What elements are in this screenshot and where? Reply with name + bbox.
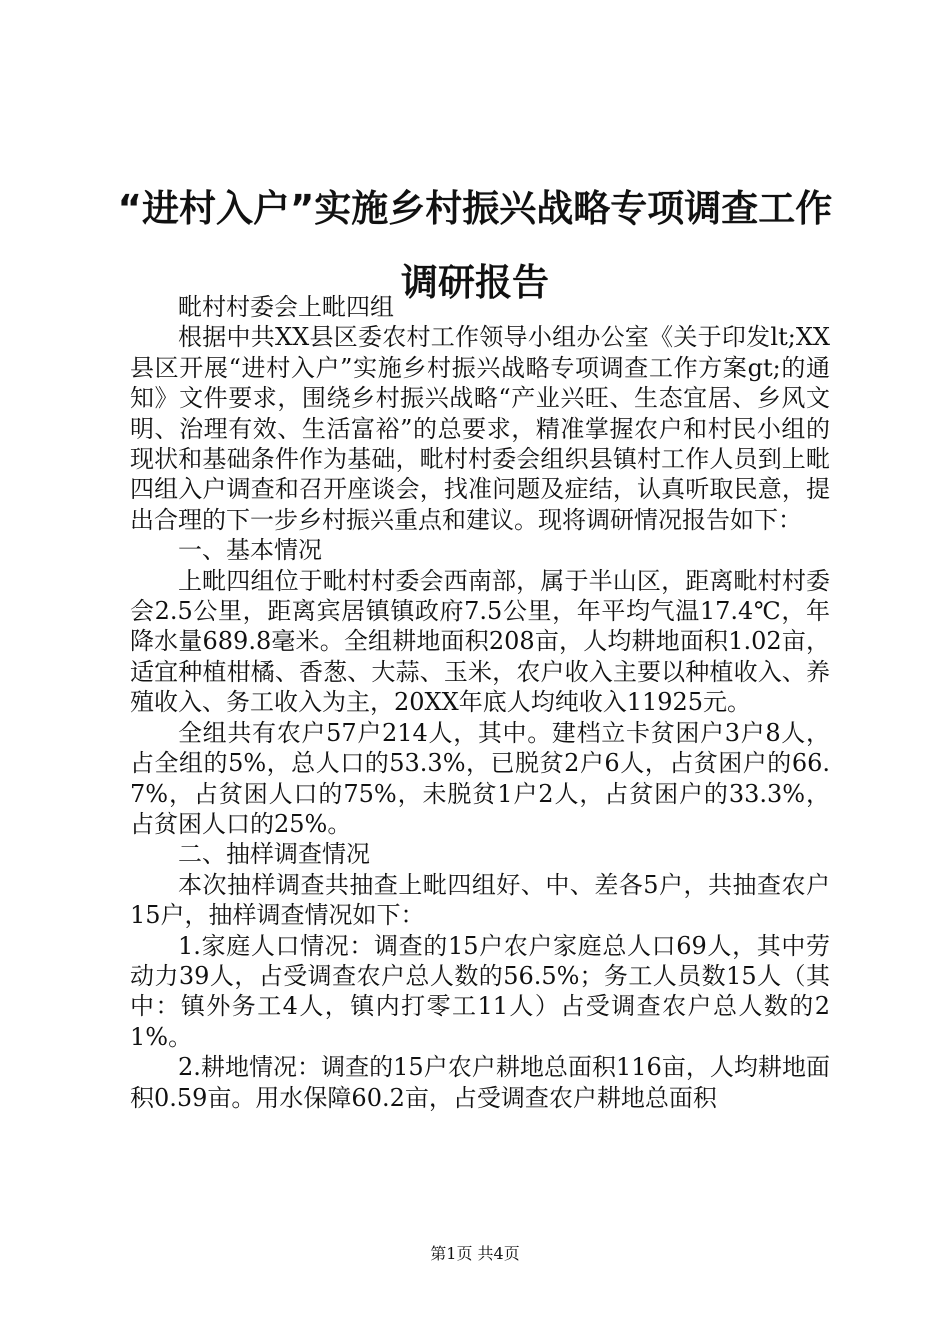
paragraph-farmland: 2.耕地情况：调查的15户农户耕地总面积116亩，人均耕地面积0.59亩。用水保障60.2亩，占受调查农户耕地总面积 xyxy=(130,1053,830,1112)
paragraph-location: 毗村村委会上毗四组 xyxy=(178,293,394,321)
document-body xyxy=(130,292,830,1113)
paragraph-households: 全组共有农户57户214人，其中。建档立卡贫困户3户8人，占全组的5%，总人口的53.3%，已脱贫2户6人，占贫困户的66.7%，占贫困人口的75%，未脱贫1户2人，占贫困户的33.3%，占贫困人口的25%。 xyxy=(130,718,830,838)
paragraph-intro: 根据中共XX县区委农村工作领导小组办公室《关于印发lt;XX县区开展“进村入户”实施乡村振兴战略专项调查工作方案gt;的通知》文件要求，围绕乡村振兴战略“产业兴旺、生态宜居、乡风文明、治理有效、生活富裕”的总要求，精准掌握农户和村民小组的现状和基础条件作为基础，毗村村委会组织县镇村工作人员到上毗四组入户调查和召开座谈会，找准问题及症结，认真听取民意，提出合理的下一步乡村振兴重点和建议。现将调研情况报告如下： xyxy=(130,323,830,534)
section-heading-sampling: 二、抽样调查情况 xyxy=(178,840,370,869)
document-title: “进村入户”实施乡村振兴战略专项调查工作调研报告 xyxy=(117,187,833,304)
page-footer: 第1页 共4页 xyxy=(430,1244,520,1263)
paragraph-basic-info: 上毗四组位于毗村村委会西南部，属于半山区，距离毗村村委会2.5公里，距离宾居镇镇政府7.5公里，年平均气温17.4℃，年降水量689.8毫米。全组耕地面积208亩，人均耕地面积1.02亩，适宜种植柑橘、香葱、大蒜、玉米，农户收入主要以种植收入、养殖收入、务工收入为主，20XX年底人均纯收入11925元。 xyxy=(130,566,830,717)
paragraph-population: 1.家庭人口情况：调查的15户农户家庭总人口69人，其中劳动力39人，占受调查农户总人数的56.5%；务工人员数15人（其中：镇外务工4人，镇内打零工11人）占受调查农户总人数的21%。 xyxy=(130,931,830,1051)
section-heading-basic: 一、基本情况 xyxy=(178,536,322,565)
paragraph-sampling-intro: 本次抽样调查共抽查上毗四组好、中、差各5户，共抽查农户15户，抽样调查情况如下： xyxy=(130,870,830,930)
